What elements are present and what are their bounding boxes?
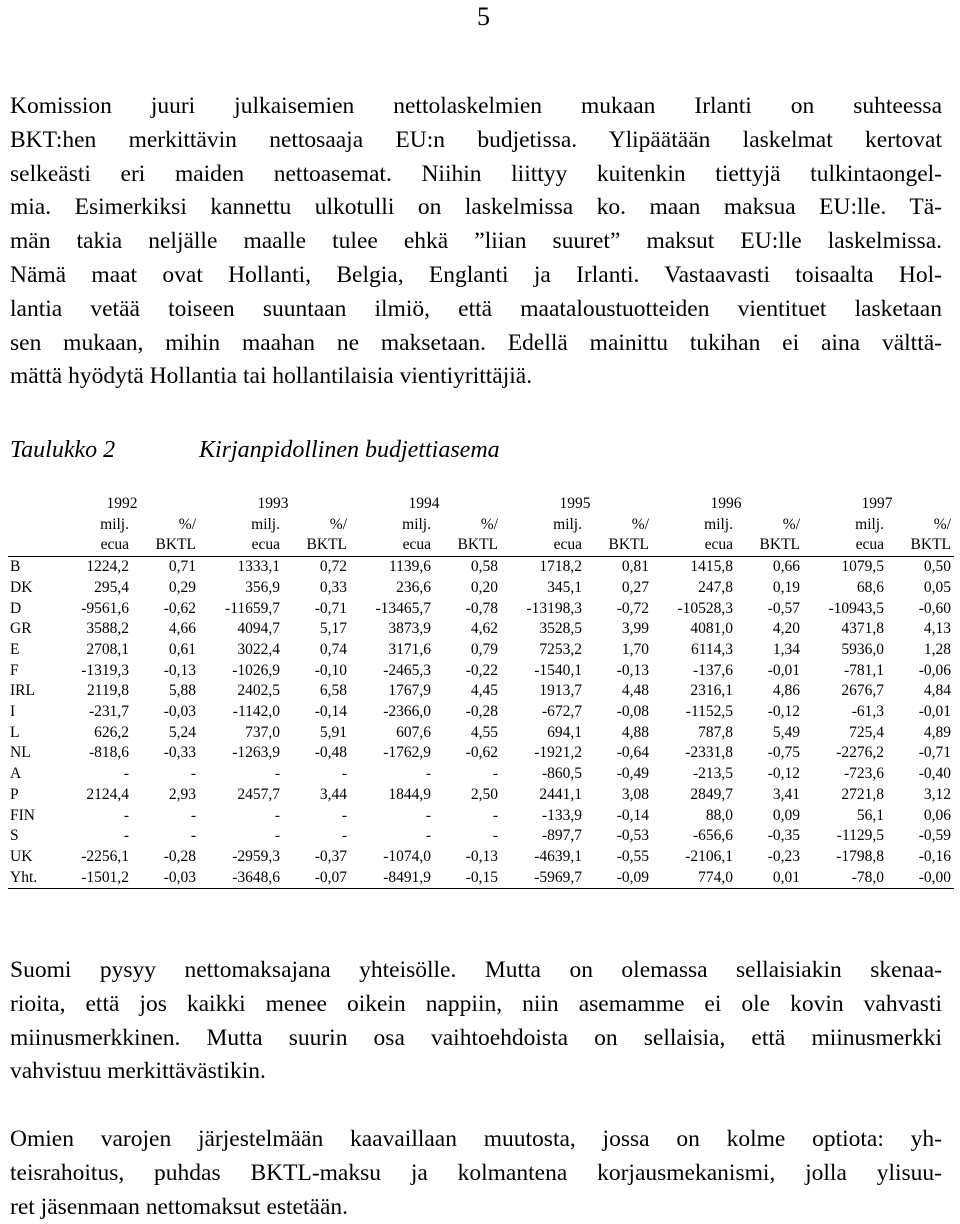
percent-cell: -0,09: [585, 868, 652, 889]
year-header: 1996: [710, 495, 742, 512]
text-line: män takia neljälle maalle tulee ehkä ”liian suuret” maksut EU:lle laskelmissa.: [10, 228, 942, 255]
corner-cell: [8, 494, 48, 515]
unit-value-header: milj.: [100, 515, 129, 533]
percent-cell: -0,35: [767, 827, 800, 845]
value-cell: 1333,1: [237, 558, 280, 576]
value-cell: -3648,6: [199, 868, 283, 889]
unit-value-header: ecua: [48, 535, 132, 556]
table-row: [8, 847, 954, 868]
percent-cell: -0,57: [767, 599, 800, 617]
value-cell: -1263,9: [232, 744, 280, 762]
value-cell: 1718,2: [539, 558, 582, 576]
value-cell: 1224,2: [86, 558, 129, 576]
value-cell: -: [123, 806, 129, 824]
percent-cell: -0,08: [616, 703, 649, 721]
percent-cell: -0,13: [616, 661, 649, 679]
unit-header-row: [8, 515, 954, 536]
value-cell: -133,9: [541, 806, 582, 824]
unit-pct-header: %/: [782, 515, 800, 533]
percent-cell: 0,05: [923, 578, 951, 596]
table-body: [8, 557, 954, 889]
unit-value-header: ecua: [350, 535, 434, 556]
text-line: mättä hyödytä Hollantia tai hollantilaisia vientiyrittäjiä.: [10, 363, 533, 390]
percent-cell: -0,16: [918, 847, 951, 865]
percent-cell: 0,81: [621, 558, 649, 576]
percent-cell: 4,84: [923, 682, 951, 700]
country-code: A: [10, 765, 22, 783]
value-cell: -: [123, 765, 129, 783]
percent-cell: -0,01: [918, 703, 951, 721]
percent-cell: -: [341, 827, 347, 845]
value-cell: 2849,7: [690, 785, 733, 803]
percent-cell: -0,78: [465, 599, 498, 617]
country-code: F: [10, 661, 19, 679]
percent-cell: -0,55: [616, 847, 649, 865]
value-cell: 3873,9: [388, 620, 431, 638]
percent-cell: -0,28: [163, 847, 196, 865]
percent-cell: -: [341, 806, 347, 824]
text-line: BKT:hen merkittävin nettosaaja EU:n budjetissa. Ylipäätään laskelmat kertovat: [10, 126, 942, 153]
value-cell: 2457,7: [237, 785, 280, 803]
percent-cell: -0,06: [918, 661, 951, 679]
country-code: DK: [10, 578, 33, 596]
unit-pct-header: %/: [933, 515, 951, 533]
value-cell: -13198,3: [526, 599, 582, 617]
percent-cell: -0,14: [314, 703, 347, 721]
table-row: [8, 619, 954, 640]
percent-cell: 0,20: [470, 578, 498, 596]
percent-cell: 0,61: [168, 640, 196, 658]
percent-cell: 4,62: [470, 620, 498, 638]
percent-cell: -0,23: [767, 847, 800, 865]
percent-cell: 1,34: [772, 640, 800, 658]
value-cell: 3528,5: [539, 620, 582, 638]
percent-cell: -: [492, 827, 498, 845]
percent-cell: -0,71: [918, 744, 951, 762]
text-line: teisrahoitus, puhdas BKTL-maksu ja kolmantena korjausmekanismi, jolla ylisuu-: [10, 1159, 942, 1186]
percent-cell: 4,66: [168, 620, 196, 638]
value-cell: -656,6: [692, 827, 733, 845]
percent-cell: -0,60: [918, 599, 951, 617]
value-cell: 2119,8: [86, 682, 129, 700]
table-row: [8, 723, 954, 744]
percent-cell: -: [190, 827, 196, 845]
percent-cell: -0,22: [465, 661, 498, 679]
percent-cell: 0,09: [772, 806, 800, 824]
unit-pct-header: BKTL: [585, 535, 652, 556]
text-line: Nämä maat ovat Hollanti, Belgia, Englanti ja Irlanti. Vastaavasti toisaalta Hol-: [10, 261, 942, 288]
value-cell: -1129,5: [836, 827, 884, 845]
percent-cell: 0,72: [319, 558, 347, 576]
percent-cell: -0,15: [434, 868, 501, 889]
value-cell: -1319,3: [81, 661, 129, 679]
value-cell: 2441,1: [539, 785, 582, 803]
percent-cell: -: [492, 806, 498, 824]
percent-cell: 0,27: [621, 578, 649, 596]
percent-cell: -0,33: [163, 744, 196, 762]
page-number: 5: [477, 2, 490, 31]
country-code: GR: [10, 620, 32, 638]
percent-cell: -0,37: [314, 847, 347, 865]
value-cell: -1540,1: [534, 661, 582, 679]
value-cell: -2366,0: [383, 703, 431, 721]
percent-cell: 0,06: [923, 806, 951, 824]
value-cell: 626,2: [94, 723, 129, 741]
percent-cell: 5,88: [168, 682, 196, 700]
country-code: P: [10, 785, 19, 803]
text-line: Suomi pysyy nettomaksajana yhteisölle. Mutta on olemassa sellaisiakin skenaa-: [10, 957, 942, 983]
percent-cell: -0,53: [616, 827, 649, 845]
percent-cell: 3,08: [621, 785, 649, 803]
value-cell: -: [123, 827, 129, 845]
percent-cell: 2,50: [470, 785, 498, 803]
value-cell: -2331,8: [685, 744, 733, 762]
country-code: E: [10, 640, 20, 658]
percent-cell: -0,13: [163, 661, 196, 679]
percent-cell: 4,86: [772, 682, 800, 700]
percent-cell: -0,03: [163, 703, 196, 721]
percent-cell: -0,75: [767, 744, 800, 762]
table-row: [8, 702, 954, 723]
table-row: [8, 557, 954, 578]
value-cell: -11659,7: [225, 599, 280, 617]
percent-cell: 0,29: [168, 578, 196, 596]
value-cell: -781,1: [843, 661, 884, 679]
value-cell: 295,4: [94, 578, 129, 596]
unit-pct-header: BKTL: [887, 535, 954, 556]
value-cell: -2465,3: [383, 661, 431, 679]
country-code: I: [10, 703, 16, 721]
unit-header-row: [8, 535, 954, 556]
value-cell: 774,0: [652, 868, 736, 889]
value-cell: 345,1: [547, 578, 582, 596]
table-header: [8, 494, 954, 557]
unit-value-header: milj.: [251, 515, 280, 533]
value-cell: -231,7: [88, 703, 129, 721]
value-cell: -: [425, 806, 431, 824]
value-cell: -1152,5: [685, 703, 733, 721]
text-line: Komission juuri julkaisemien nettolaskelmien mukaan Irlanti on suhteessa: [10, 93, 942, 119]
value-cell: -9561,6: [81, 599, 129, 617]
value-cell: 4081,0: [690, 620, 733, 638]
value-cell: -897,7: [541, 827, 582, 845]
value-cell: -: [274, 827, 280, 845]
table-row: [8, 578, 954, 599]
value-cell: 2721,8: [841, 785, 884, 803]
value-cell: -: [274, 806, 280, 824]
text-line: selkeästi eri maiden nettoasemat. Niihin liittyy kuitenkin tiettyjä tulkintaongel-: [10, 160, 942, 187]
value-cell: 88,0: [705, 806, 733, 824]
unit-value-header: milj.: [855, 515, 884, 533]
value-cell: -723,6: [843, 765, 884, 783]
intro-paragraph: [10, 90, 942, 394]
percent-cell: 4,45: [470, 682, 498, 700]
percent-cell: -0,72: [616, 599, 649, 617]
value-cell: 4094,7: [237, 620, 280, 638]
percent-cell: -0,07: [283, 868, 350, 889]
unit-pct-header: %/: [178, 515, 196, 533]
corner-cell: [8, 515, 48, 536]
percent-cell: -0,49: [616, 765, 649, 783]
percent-cell: 5,91: [319, 723, 347, 741]
unit-pct-header: %/: [631, 515, 649, 533]
percent-cell: -0,13: [465, 847, 498, 865]
value-cell: 737,0: [245, 723, 280, 741]
percent-cell: -: [190, 806, 196, 824]
percent-cell: 4,20: [772, 620, 800, 638]
value-cell: -: [425, 827, 431, 845]
value-cell: 7253,2: [539, 640, 582, 658]
text-line: lantia vetää toiseen suuntaan ilmiö, että maataloustuotteiden vientituet lasketaan: [10, 295, 942, 322]
table-row: [8, 640, 954, 661]
text-line: mia. Esimerkiksi kannettu ulkotulli on laskelmissa ko. maan maksua EU:lle. Tä-: [10, 194, 942, 221]
value-cell: -1074,0: [383, 847, 431, 865]
percent-cell: 4,88: [621, 723, 649, 741]
value-cell: 2316,1: [690, 682, 733, 700]
percent-cell: 3,41: [772, 785, 800, 803]
value-cell: -1762,9: [383, 744, 431, 762]
year-header: 1997: [861, 495, 893, 512]
value-cell: -13465,7: [375, 599, 431, 617]
value-cell: 3171,6: [388, 640, 431, 658]
percent-cell: -0,62: [163, 599, 196, 617]
percent-cell: 0,50: [923, 558, 951, 576]
country-code: Yht.: [8, 868, 48, 889]
own-resources-paragraph: [10, 1123, 942, 1224]
value-cell: 2676,7: [841, 682, 884, 700]
value-cell: -4639,1: [534, 847, 582, 865]
percent-cell: -0,59: [918, 827, 951, 845]
percent-cell: 0,01: [736, 868, 803, 889]
table-row: [8, 681, 954, 702]
value-cell: 3588,2: [86, 620, 129, 638]
percent-cell: 0,19: [772, 578, 800, 596]
percent-cell: -0,62: [465, 744, 498, 762]
unit-pct-header: %/: [480, 515, 498, 533]
value-cell: -1798,8: [836, 847, 884, 865]
unit-pct-header: BKTL: [434, 535, 501, 556]
percent-cell: 1,70: [621, 640, 649, 658]
percent-cell: -0,12: [767, 765, 800, 783]
country-code: UK: [10, 847, 33, 865]
value-cell: -1921,2: [534, 744, 582, 762]
percent-cell: 0,71: [168, 558, 196, 576]
percent-cell: -0,12: [767, 703, 800, 721]
value-cell: -1501,2: [48, 868, 132, 889]
text-line: Omien varojen järjestelmään kaavaillaan muutosta, jossa on kolme optiota: yh-: [10, 1126, 942, 1152]
text-line: ret jäsenmaan nettomaksut estetään.: [10, 1193, 349, 1220]
value-cell: -2256,1: [81, 847, 129, 865]
value-cell: 2402,5: [237, 682, 280, 700]
percent-cell: 0,74: [319, 640, 347, 658]
percent-cell: 0,58: [470, 558, 498, 576]
percent-cell: 4,89: [923, 723, 951, 741]
budget-table: [8, 494, 954, 889]
unit-pct-header: %/: [329, 515, 347, 533]
percent-cell: -0,14: [616, 806, 649, 824]
table-row: [8, 599, 954, 620]
country-code: NL: [10, 744, 31, 762]
unit-pct-header: BKTL: [736, 535, 803, 556]
percent-cell: 1,28: [923, 640, 951, 658]
unit-value-header: milj.: [553, 515, 582, 533]
text-line: vahvistuu merkittävästikin.: [10, 1058, 266, 1085]
value-cell: -137,6: [692, 661, 733, 679]
value-cell: 1913,7: [539, 682, 582, 700]
table-row: [8, 806, 954, 827]
percent-cell: 0,33: [319, 578, 347, 596]
value-cell: -5969,7: [501, 868, 585, 889]
year-header: 1992: [106, 495, 138, 512]
value-cell: 1415,8: [690, 558, 733, 576]
value-cell: 5936,0: [841, 640, 884, 658]
value-cell: -2959,3: [232, 847, 280, 865]
percent-cell: 5,24: [168, 723, 196, 741]
text-line: miinusmerkkinen. Mutta suurin osa vaihtoehdoista on sellaisia, että miinusmerkki: [10, 1024, 942, 1051]
value-cell: -8491,9: [350, 868, 434, 889]
percent-cell: 0,66: [772, 558, 800, 576]
year-header: 1993: [257, 495, 289, 512]
percent-cell: -0,71: [314, 599, 347, 617]
country-code: IRL: [10, 682, 35, 700]
value-cell: 356,9: [245, 578, 280, 596]
percent-cell: 3,12: [923, 785, 951, 803]
percent-cell: -0,03: [132, 868, 199, 889]
value-cell: 725,4: [849, 723, 884, 741]
unit-value-header: milj.: [402, 515, 431, 533]
table-row: [8, 743, 954, 764]
percent-cell: 5,49: [772, 723, 800, 741]
percent-cell: 6,58: [319, 682, 347, 700]
value-cell: -2276,2: [836, 744, 884, 762]
table-row: [8, 868, 954, 889]
country-code: B: [10, 558, 21, 576]
value-cell: 787,8: [698, 723, 733, 741]
value-cell: -2106,1: [685, 847, 733, 865]
value-cell: -: [425, 765, 431, 783]
value-cell: 247,8: [698, 578, 733, 596]
unit-value-header: milj.: [704, 515, 733, 533]
value-cell: -672,7: [541, 703, 582, 721]
value-cell: 6114,3: [690, 640, 733, 658]
percent-cell: -: [492, 765, 498, 783]
percent-cell: 4,13: [923, 620, 951, 638]
percent-cell: -0,00: [887, 868, 954, 889]
unit-value-header: ecua: [652, 535, 736, 556]
value-cell: 2708,1: [86, 640, 129, 658]
percent-cell: -: [341, 765, 347, 783]
value-cell: -78,0: [803, 868, 887, 889]
table-row: [8, 764, 954, 785]
value-cell: -1026,9: [232, 661, 280, 679]
percent-cell: 4,55: [470, 723, 498, 741]
text-line: sen mukaan, mihin maahan ne maksetaan. Edellä mainittu tukihan ei aina välttä-: [10, 329, 942, 356]
text-line: rioita, että jos kaikki menee oikein nappiin, niin asemamme ei ole kovin vahvasti: [10, 990, 942, 1017]
unit-pct-header: BKTL: [132, 535, 199, 556]
value-cell: 68,6: [856, 578, 884, 596]
value-cell: -213,5: [692, 765, 733, 783]
value-cell: 2124,4: [86, 785, 129, 803]
value-cell: -10528,3: [677, 599, 733, 617]
country-code: D: [10, 599, 22, 617]
finland-paragraph: [10, 954, 942, 1089]
country-code: FIN: [10, 806, 35, 824]
percent-cell: 3,44: [319, 785, 347, 803]
value-cell: 4371,8: [841, 620, 884, 638]
year-header: 1995: [559, 495, 591, 512]
value-cell: -61,3: [851, 703, 884, 721]
value-cell: 607,6: [396, 723, 431, 741]
value-cell: -10943,5: [828, 599, 884, 617]
percent-cell: -0,40: [918, 765, 951, 783]
country-code: S: [10, 827, 19, 845]
value-cell: -1142,0: [232, 703, 280, 721]
percent-cell: 5,17: [319, 620, 347, 638]
corner-cell: [8, 535, 48, 556]
percent-cell: -0,28: [465, 703, 498, 721]
value-cell: 236,6: [396, 578, 431, 596]
percent-cell: -0,01: [767, 661, 800, 679]
value-cell: 1767,9: [388, 682, 431, 700]
percent-cell: 4,48: [621, 682, 649, 700]
unit-pct-header: BKTL: [283, 535, 350, 556]
unit-value-header: ecua: [803, 535, 887, 556]
unit-value-header: ecua: [501, 535, 585, 556]
value-cell: -818,6: [88, 744, 129, 762]
year-header-row: [8, 494, 954, 515]
value-cell: 1139,6: [388, 558, 431, 576]
year-header: 1994: [408, 495, 440, 512]
country-code: L: [10, 723, 20, 741]
value-cell: 3022,4: [237, 640, 280, 658]
percent-cell: -0,64: [616, 744, 649, 762]
value-cell: 694,1: [547, 723, 582, 741]
table-title: Kirjanpidollinen budjettiasema: [199, 437, 500, 463]
percent-cell: -0,10: [314, 661, 347, 679]
unit-value-header: ecua: [199, 535, 283, 556]
table-row: [8, 826, 954, 847]
value-cell: 1844,9: [388, 785, 431, 803]
value-cell: -: [274, 765, 280, 783]
table-row: [8, 785, 954, 806]
value-cell: -860,5: [541, 765, 582, 783]
percent-cell: 0,79: [470, 640, 498, 658]
percent-cell: -0,48: [314, 744, 347, 762]
value-cell: 56,1: [856, 806, 884, 824]
percent-cell: 2,93: [168, 785, 196, 803]
percent-cell: 3,99: [621, 620, 649, 638]
value-cell: 1079,5: [841, 558, 884, 576]
percent-cell: -: [190, 765, 196, 783]
table-label: Taulukko 2: [10, 437, 116, 463]
table-row: [8, 661, 954, 682]
